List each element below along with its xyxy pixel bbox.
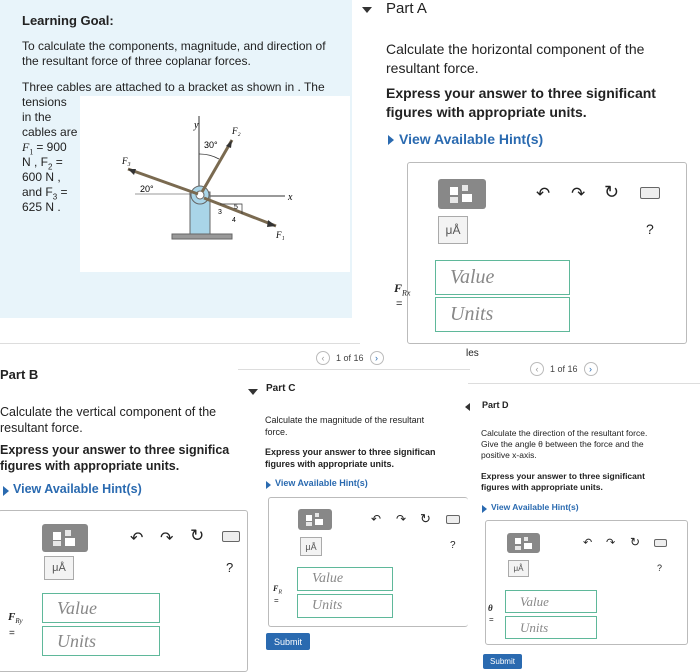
part-b-question	[0, 404, 240, 436]
part-b-var: F	[8, 611, 16, 623]
part-d-units-button[interactable]: μÅ	[508, 560, 529, 577]
part-a-instruction-line1: Express your answer to three significant	[386, 85, 656, 101]
f2-line: N , $F_2$ =	[22, 155, 63, 172]
part-a-question	[386, 40, 686, 78]
pager-right	[530, 362, 598, 376]
part-b-undo-icon[interactable]: ↶	[130, 530, 144, 547]
part-a-undo-icon[interactable]: ↶	[536, 184, 551, 203]
part-c-units-input[interactable]: Units	[297, 594, 393, 618]
f3-cable	[128, 169, 198, 194]
part-a-hint-caret	[388, 135, 394, 145]
f1-symbol: F	[22, 140, 30, 154]
part-b-hint-link[interactable]: View Available Hint(s)	[13, 482, 142, 496]
part-b-redo-icon[interactable]: ↷	[160, 530, 174, 547]
tri-label-3: 3	[218, 209, 222, 216]
part-d-title: Part D	[482, 400, 509, 410]
part-b-reset-icon[interactable]: ↻	[190, 526, 205, 545]
tension-line-1: tensions	[22, 95, 67, 109]
part-d-question-line3: positive x-axis.	[481, 450, 537, 460]
f3-line: and $F_3$ =	[22, 185, 68, 202]
part-c-keyboard-icon[interactable]	[446, 515, 460, 524]
tri-label-5: 5	[234, 204, 238, 211]
f3-value-line: 625 N .	[22, 200, 61, 214]
part-b-instruction	[0, 442, 240, 474]
part-a-value-input[interactable]: Value	[435, 260, 570, 295]
part-a-var-sub: Rx	[402, 288, 411, 298]
f2-equals: =	[55, 155, 63, 169]
f1-diagram-label: F₁	[276, 230, 285, 240]
f1-cable	[204, 198, 276, 226]
part-d-redo-icon[interactable]: ↷	[606, 537, 616, 549]
part-a-collapse-caret[interactable]	[362, 7, 372, 13]
part-a-instruction-line2: figures with appropriate units.	[386, 104, 587, 120]
part-d-instruction-line2: figures with appropriate units.	[481, 482, 603, 492]
part-a-instruction	[386, 84, 696, 122]
pager-center-next[interactable]: ›	[370, 351, 384, 365]
part-d-submit-button[interactable]: Submit	[483, 654, 522, 669]
template-icon	[42, 524, 88, 552]
part-c-help-icon[interactable]: ?	[450, 540, 456, 551]
part-b-variable-label	[8, 611, 23, 625]
part-b-var-sub: Ry	[15, 617, 23, 626]
pager-center	[316, 351, 384, 365]
tension-line-2: in the	[22, 110, 52, 124]
part-c-variable-label	[273, 584, 282, 596]
part-a-units-input[interactable]: Units	[435, 297, 570, 332]
part-b-instruction-line1: Express your answer to three significa	[0, 443, 230, 457]
f3-symbol: and F	[22, 185, 53, 199]
part-d-instruction-line1: Express your answer to three significant	[481, 471, 645, 481]
f2-value-line: 600 N ,	[22, 170, 61, 184]
angle-30-label: 30°	[204, 140, 218, 150]
part-c-template-button[interactable]	[298, 509, 332, 530]
part-a-title: Part A	[386, 0, 427, 17]
part-b-title: Part B	[0, 367, 39, 382]
part-a-question-line2: resultant force.	[386, 60, 479, 76]
part-b-keyboard-icon[interactable]	[222, 531, 240, 542]
part-d-question	[481, 428, 696, 461]
part-a-equals: =	[396, 298, 403, 310]
part-c-top-border	[238, 369, 470, 370]
part-d-question-line2: Give the angle θ between the force and the	[481, 439, 644, 449]
part-b-help-icon[interactable]: ?	[226, 560, 234, 575]
part-d-question-line1: Calculate the direction of the resultant force.	[481, 428, 648, 438]
part-c-collapse-caret[interactable]	[248, 389, 258, 395]
part-a-question-line1: Calculate the horizontal component of the	[386, 41, 645, 57]
part-d-top-border	[468, 383, 700, 384]
pager-right-next[interactable]: ›	[584, 362, 598, 376]
part-c-var-sub: R	[278, 589, 283, 596]
pager-center-prev[interactable]: ‹	[316, 351, 330, 365]
part-d-help-icon[interactable]: ?	[657, 563, 663, 573]
part-a-var: F	[394, 281, 403, 295]
bracket-diagram	[80, 96, 350, 272]
f1-line: $F_1 = 900$	[22, 140, 67, 157]
part-c-equals: =	[274, 596, 279, 605]
part-c-var: F	[273, 584, 279, 593]
part-c-question-line2: force.	[265, 427, 288, 437]
y-axis-label: y	[194, 120, 199, 131]
part-a-units-button[interactable]: μÅ	[438, 216, 468, 244]
part-c-units-button[interactable]: μÅ	[300, 537, 322, 556]
f1-value: = 900	[36, 140, 67, 154]
learning-goal-title: Learning Goal:	[22, 13, 114, 28]
part-a-reset-icon[interactable]: ↻	[604, 182, 620, 202]
part-c-undo-icon[interactable]: ↶	[371, 512, 382, 526]
part-d-collapse-caret[interactable]	[465, 403, 470, 411]
x-axis-label: x	[288, 192, 293, 203]
part-a-redo-icon[interactable]: ↷	[571, 184, 586, 203]
learning-goal-text	[22, 39, 342, 69]
pager-center-text: 1 of 16	[336, 353, 364, 363]
part-b-units-input[interactable]: Units	[42, 626, 160, 656]
tension-line-3: cables are	[22, 125, 78, 139]
part-d-units-input[interactable]: Units	[505, 616, 597, 639]
f3-equals: =	[60, 185, 68, 199]
part-a-hint-link[interactable]: View Available Hint(s)	[399, 131, 544, 147]
part-d-variable-label: θ	[488, 603, 493, 613]
bracket-diagram-svg	[80, 96, 350, 272]
angle-30-arc	[199, 154, 219, 159]
bracket-base	[172, 234, 232, 239]
part-c-hint-link[interactable]: View Available Hint(s)	[275, 478, 368, 488]
pager-right-prev[interactable]: ‹	[530, 362, 544, 376]
part-d-hint-link[interactable]: View Available Hint(s)	[491, 502, 579, 512]
part-d-undo-icon[interactable]: ↶	[583, 537, 593, 549]
tri-label-4: 4	[232, 217, 236, 224]
template-icon	[298, 509, 332, 530]
template-icon	[438, 179, 486, 209]
part-c-title: Part C	[266, 383, 296, 394]
part-b-value-input[interactable]: Value	[42, 593, 160, 623]
f1-arrowhead	[267, 220, 276, 227]
learning-goal-line1: To calculate the components, magnitude, and direction of	[22, 39, 326, 53]
part-b-hint-caret	[3, 486, 9, 496]
divider-left	[0, 343, 360, 344]
part-b-question-line2: resultant force.	[0, 421, 83, 435]
part-a-variable-label	[394, 281, 410, 297]
part-d-keyboard-icon[interactable]	[654, 539, 667, 547]
part-c-hint-caret	[266, 481, 271, 489]
part-b-question-line1: Calculate the vertical component of the	[0, 405, 217, 419]
part-a-template-button[interactable]	[438, 179, 486, 209]
f3-arrowhead	[128, 169, 136, 175]
part-b-template-button[interactable]	[42, 524, 88, 552]
part-c-instruction-line1: Express your answer to three significan	[265, 447, 436, 457]
part-c-instruction	[265, 446, 470, 470]
part-d-template-button[interactable]	[507, 533, 540, 553]
pager-right-text: 1 of 16	[550, 364, 578, 374]
part-b-equals: =	[9, 628, 15, 639]
part-c-instruction-line2: figures with appropriate units.	[265, 459, 395, 469]
part-c-question	[265, 414, 470, 438]
f3-diagram-label: F₃	[122, 156, 131, 166]
f1-unit: N , F	[22, 155, 48, 169]
part-a-help-icon[interactable]: ?	[646, 221, 654, 237]
part-c-submit-button[interactable]: Submit	[266, 633, 310, 650]
part-c-redo-icon[interactable]: ↷	[396, 512, 407, 526]
template-icon	[507, 533, 540, 553]
part-c-reset-icon[interactable]: ↻	[420, 511, 431, 526]
learning-goal-line2: the resultant force of three coplanar forces.	[22, 54, 251, 68]
part-d-instruction	[481, 471, 696, 493]
part-b-instruction-line2: figures with appropriate units.	[0, 459, 180, 473]
part-d-value-input[interactable]: Value	[505, 590, 597, 613]
part-a-keyboard-icon[interactable]	[640, 187, 660, 199]
f2-diagram-label: F₂	[232, 126, 241, 136]
fragment-text: les	[466, 348, 479, 359]
part-c-value-input[interactable]: Value	[297, 567, 393, 591]
part-d-hint-caret	[482, 505, 487, 513]
angle-20-label: 20°	[140, 184, 154, 194]
part-c-question-line1: Calculate the magnitude of the resultant	[265, 415, 425, 425]
part-d-reset-icon[interactable]: ↻	[630, 535, 641, 549]
part-d-equals: =	[489, 615, 494, 624]
part-b-units-button[interactable]: μÅ	[44, 556, 74, 580]
problem-intro: Three cables are attached to a bracket as shown in . The	[22, 80, 325, 94]
